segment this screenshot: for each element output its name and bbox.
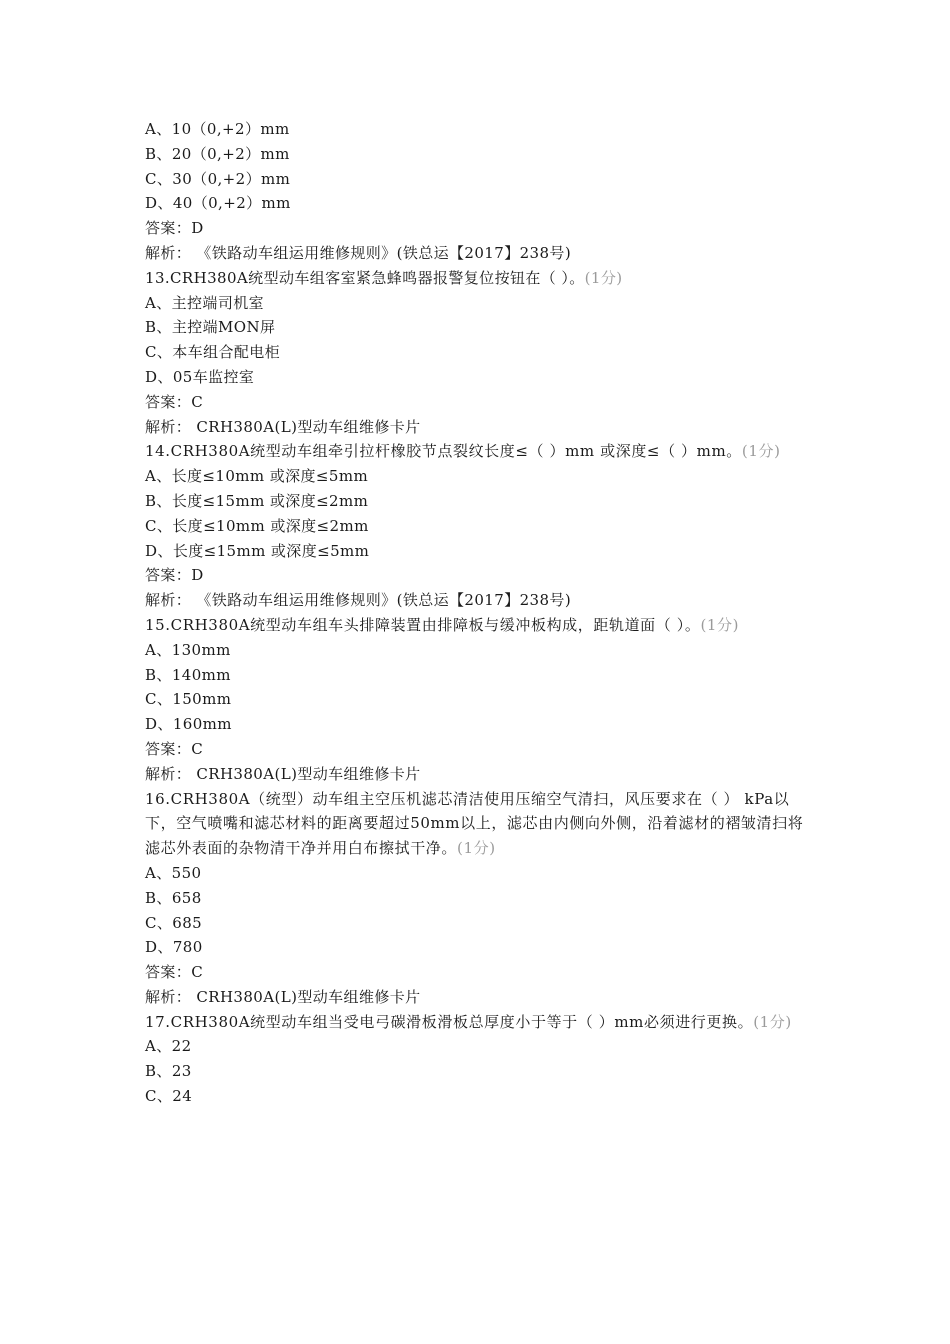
question-13 — [145, 266, 805, 440]
question-stem — [145, 613, 805, 638]
option-a: A、主控端司机室 — [145, 293, 265, 312]
score-label: (1分) — [753, 1012, 792, 1031]
analysis: 解析： 《铁路动车组运用维修规则》(铁总运【2017】238号) — [145, 243, 572, 262]
stem-text: 13.CRH380A统型动车组客室紧急蜂鸣器报警复位按钮在（ ）。 — [145, 268, 585, 287]
question-17 — [145, 1010, 805, 1109]
question-stem — [145, 1010, 805, 1035]
analysis: 解析： CRH380A(L)型动车组维修卡片 — [145, 987, 421, 1006]
option-d: D、160mm — [145, 715, 232, 734]
option-c: C、150mm — [145, 690, 232, 709]
option-a: A、10（0,+2）mm — [145, 120, 290, 138]
option-c: C、30（0,+2）mm — [145, 169, 291, 188]
question-16 — [145, 787, 805, 1010]
option-b: B、23 — [145, 1062, 192, 1081]
question-stem — [145, 787, 805, 861]
option-c: C、本车组合配电柜 — [145, 343, 281, 362]
question-12-tail — [145, 117, 805, 266]
option-a: A、550 — [145, 863, 202, 882]
analysis: 解析： CRH380A(L)型动车组维修卡片 — [145, 417, 421, 436]
score-label: (1分) — [700, 615, 740, 634]
option-a: A、长度≤10mm 或深度≤5mm — [145, 467, 369, 486]
option-b: B、20（0,+2）mm — [145, 144, 290, 163]
option-d: D、780 — [145, 938, 203, 957]
document-page — [145, 117, 805, 1109]
question-14 — [145, 439, 805, 613]
option-a: A、22 — [145, 1037, 192, 1056]
answer: 答案：D — [145, 566, 204, 585]
option-c: C、685 — [145, 913, 203, 932]
option-b: B、主控端MON屏 — [145, 318, 276, 337]
stem-text: 17.CRH380A统型动车组当受电弓碳滑板滑板总厚度小于等于（ ）mm必须进行更换。 — [145, 1012, 754, 1031]
question-stem — [145, 266, 805, 291]
stem-text: 16.CRH380A（统型）动车组主空压机滤芯清洁使用压缩空气清扫，风压要求在（ ） kPa以下，空气喷嘴和滤芯材料的距离要超过50mm以上，滤芯由内侧向外侧，沿着滤材的褶皱清扫将滤芯外表面的杂物清干净并用白布擦拭干净。 — [145, 789, 804, 858]
answer: 答案：C — [145, 392, 204, 411]
option-a: A、130mm — [145, 640, 231, 659]
option-d: D、40（0,+2）mm — [145, 194, 291, 213]
stem-text: 15.CRH380A统型动车组车头排障装置由排障板与缓冲板构成，距轨道面（ ）。 — [145, 615, 701, 634]
option-b: B、长度≤15mm 或深度≤2mm — [145, 491, 369, 510]
analysis: 解析： 《铁路动车组运用维修规则》(铁总运【2017】238号) — [145, 591, 572, 610]
score-label: (1分) — [741, 442, 781, 461]
option-b: B、140mm — [145, 665, 231, 684]
option-c: C、长度≤10mm 或深度≤2mm — [145, 516, 369, 535]
answer: 答案：C — [145, 739, 204, 758]
option-c: C、24 — [145, 1087, 193, 1106]
score-label: (1分) — [584, 268, 623, 287]
answer: 答案：C — [145, 963, 204, 982]
question-15 — [145, 613, 805, 787]
option-b: B、658 — [145, 888, 202, 907]
score-label: (1分) — [457, 839, 496, 858]
analysis: 解析： CRH380A(L)型动车组维修卡片 — [145, 764, 421, 783]
option-d: D、长度≤15mm 或深度≤5mm — [145, 541, 370, 560]
question-stem — [145, 439, 805, 464]
answer: 答案：D — [145, 219, 204, 238]
stem-text: 14.CRH380A统型动车组牵引拉杆橡胶节点裂纹长度≤（ ）mm 或深度≤（ ）mm。 — [145, 442, 742, 461]
option-d: D、05车监控室 — [145, 367, 255, 386]
